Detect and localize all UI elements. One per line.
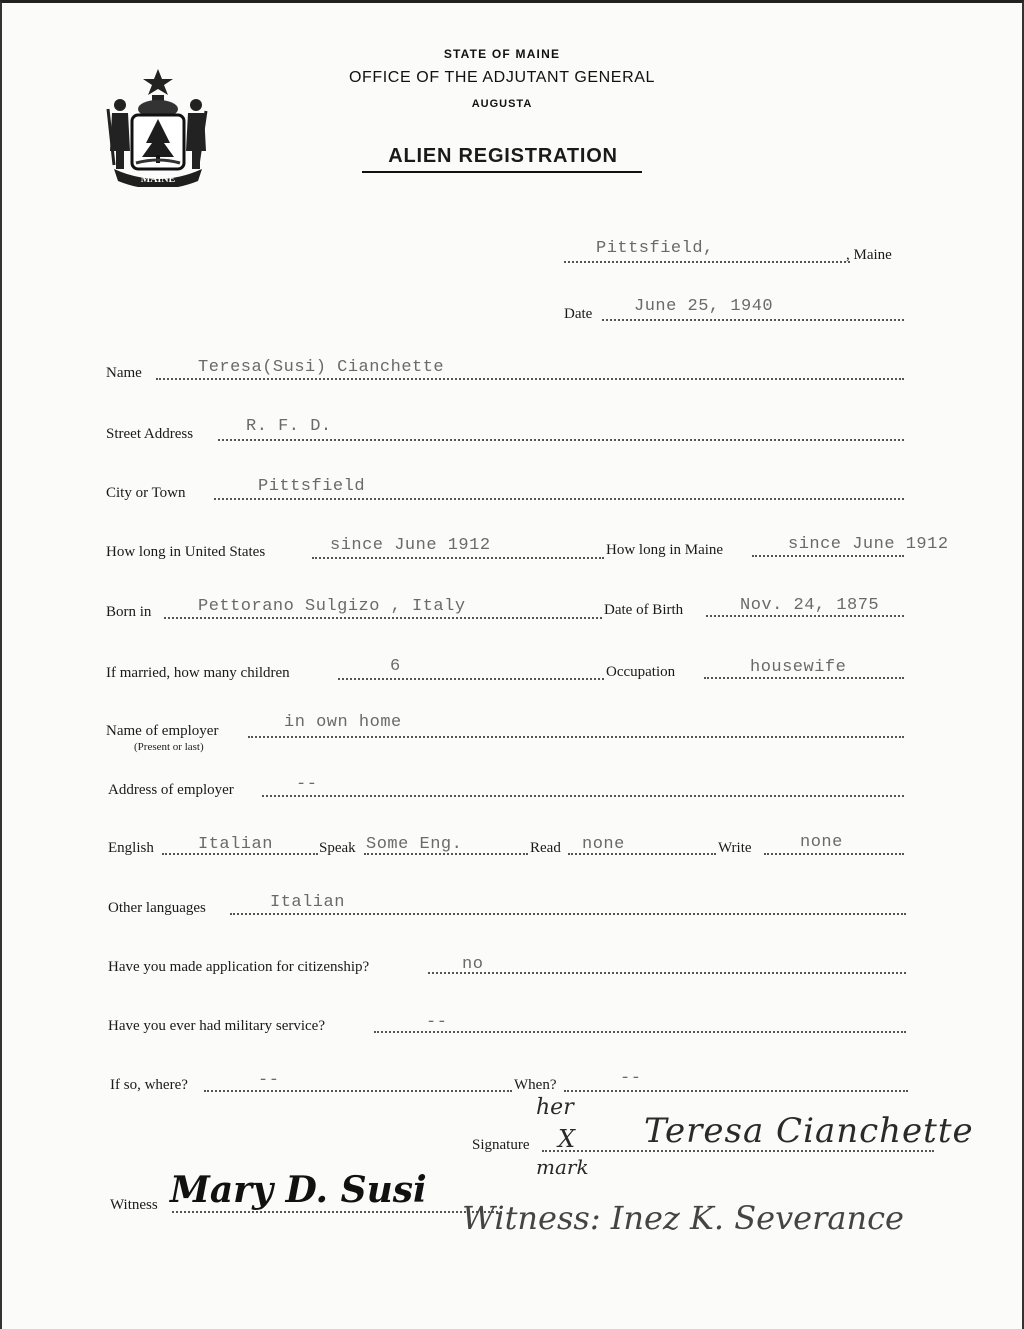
born-in-label: Born in — [106, 604, 152, 620]
place-line — [564, 261, 850, 263]
occupation-value[interactable]: housewife — [750, 658, 847, 677]
date-line — [602, 319, 904, 321]
military-label: Have you ever had military service? — [108, 1018, 325, 1034]
street-label: Street Address — [106, 426, 194, 442]
military-value[interactable]: -- — [426, 1013, 448, 1032]
street-line — [218, 439, 904, 441]
dob-value[interactable]: Nov. 24, 1875 — [740, 596, 880, 615]
second-witness-signature: Witness: Inez K. Severance — [462, 1199, 904, 1237]
title-underline — [362, 171, 642, 173]
other-languages-value[interactable]: Italian — [270, 893, 345, 912]
name-line — [156, 378, 904, 380]
occupation-line — [704, 677, 904, 679]
when-line — [564, 1090, 908, 1092]
born-in-value[interactable]: Pettorano Sulgizo , Italy — [198, 597, 466, 616]
us-duration-line — [312, 557, 604, 559]
children-line — [338, 678, 604, 680]
when-label: When? — [514, 1077, 557, 1093]
us-duration-label: How long in United States — [106, 544, 266, 560]
signature-label: Signature — [472, 1137, 530, 1153]
witness-label: Witness — [110, 1197, 158, 1213]
employer-address-value[interactable]: -- — [296, 775, 318, 794]
city-value[interactable]: Pittsfield — [258, 477, 366, 496]
place-value[interactable]: Pittsfield, — [596, 239, 714, 258]
english-label: English — [108, 840, 154, 856]
where-line — [204, 1090, 512, 1092]
witness-signature: Mary D. Susi — [170, 1169, 427, 1211]
state-heading: STATE OF MAINE — [443, 47, 561, 61]
speak-value[interactable]: Some Eng. — [366, 835, 463, 854]
city-label: City or Town — [106, 485, 186, 501]
employer-address-label: Address of employer — [108, 782, 234, 798]
witness-line — [172, 1211, 502, 1213]
signature-her: her — [536, 1095, 574, 1120]
other-languages-line — [230, 913, 906, 915]
maine-state-seal — [106, 65, 210, 187]
english-value[interactable]: Italian — [198, 835, 273, 854]
maine-duration-label: How long in Maine — [606, 542, 724, 558]
name-label: Name — [106, 365, 142, 381]
date-value[interactable]: June 25, 1940 — [634, 297, 774, 316]
form-title: ALIEN REGISTRATION — [388, 145, 618, 167]
signature-mark-word: mark — [536, 1155, 589, 1179]
children-label: If married, how many children — [106, 665, 290, 681]
where-value[interactable]: -- — [258, 1071, 280, 1090]
dob-label: Date of Birth — [604, 602, 684, 618]
write-line — [764, 853, 904, 855]
citizenship-value[interactable]: no — [462, 955, 484, 974]
us-duration-value[interactable]: since June 1912 — [330, 536, 491, 555]
name-value[interactable]: Teresa(Susi) Cianchette — [198, 358, 445, 377]
place-suffix: , Maine — [846, 247, 892, 263]
seal-lettering: MAINE — [140, 174, 176, 185]
employer-line — [248, 736, 904, 738]
employer-label: Name of employer — [106, 723, 219, 739]
date-label: Date — [564, 306, 593, 322]
write-label: Write — [718, 840, 752, 856]
office-heading: OFFICE OF THE ADJUTANT GENERAL — [348, 69, 656, 86]
employer-sublabel: (Present or last) — [134, 741, 204, 753]
military-line — [374, 1031, 906, 1033]
dob-line — [706, 615, 904, 617]
signature-name: Teresa Cianchette — [644, 1111, 974, 1151]
speak-label: Speak — [319, 840, 356, 856]
signature-x-mark: X — [558, 1125, 576, 1153]
where-label: If so, where? — [110, 1077, 188, 1093]
citizenship-label: Have you made application for citizenship? — [108, 959, 370, 975]
street-value[interactable]: R. F. D. — [246, 417, 332, 436]
maine-duration-line — [752, 555, 904, 557]
write-value[interactable]: none — [800, 833, 843, 852]
occupation-label: Occupation — [606, 664, 676, 680]
city-line — [214, 498, 904, 500]
employer-value[interactable]: in own home — [284, 713, 402, 732]
maine-duration-value[interactable]: since June 1912 — [788, 535, 949, 554]
read-value[interactable]: none — [582, 835, 625, 854]
city-heading: AUGUSTA — [471, 98, 533, 110]
born-in-line — [164, 617, 602, 619]
employer-address-line — [262, 795, 904, 797]
other-languages-label: Other languages — [108, 900, 206, 916]
read-label: Read — [530, 840, 561, 856]
when-value[interactable]: -- — [620, 1069, 642, 1088]
children-value[interactable]: 6 — [390, 657, 401, 676]
citizenship-line — [428, 972, 906, 974]
